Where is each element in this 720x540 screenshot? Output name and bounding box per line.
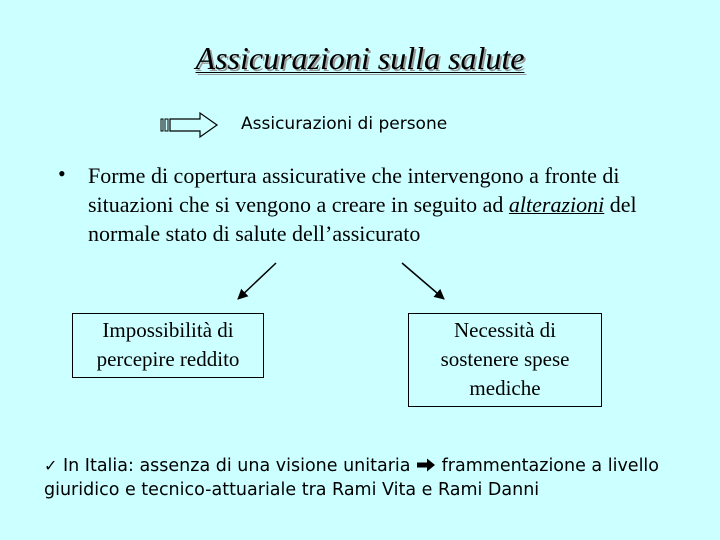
bold-right-arrow-icon xyxy=(416,458,436,472)
income-loss-line2: percepire reddito xyxy=(96,347,240,371)
medical-expenses-line1: Necessità di xyxy=(453,318,557,342)
income-loss-box xyxy=(72,313,264,378)
bullet-text xyxy=(88,161,688,248)
bullet-text-start: Forme di copertura assicurative che intervengono a fronte di situazioni che si vengono a creare in seguito ad xyxy=(88,163,620,217)
bullet-text-end: del normale stato di salute dell’assicurato xyxy=(88,192,637,246)
striped-right-arrow-icon xyxy=(160,111,220,139)
slide-title: Assicurazioni sulla salute xyxy=(195,40,525,76)
italy-note xyxy=(44,454,704,502)
note-text-start: In Italia: assenza di una visione unitaria xyxy=(62,456,411,476)
medical-expenses-line3: mediche xyxy=(469,376,541,400)
medical-expenses-box xyxy=(408,313,602,407)
right-branch-arrow xyxy=(402,263,444,299)
bullet-emphasis: alterazioni xyxy=(508,192,605,217)
left-branch-arrow xyxy=(238,263,276,299)
subtitle: Assicurazioni di persone xyxy=(241,114,448,134)
note-text-end: frammentazione a livello giuridico e tecnico-attuariale tra Rami Vita e Rami Danni xyxy=(44,456,659,500)
bullet-marker: • xyxy=(58,161,66,186)
medical-expenses-line2: sostenere spese xyxy=(440,347,570,371)
income-loss-line1: Impossibilità di xyxy=(102,318,234,342)
check-icon: ✓ xyxy=(44,456,58,475)
